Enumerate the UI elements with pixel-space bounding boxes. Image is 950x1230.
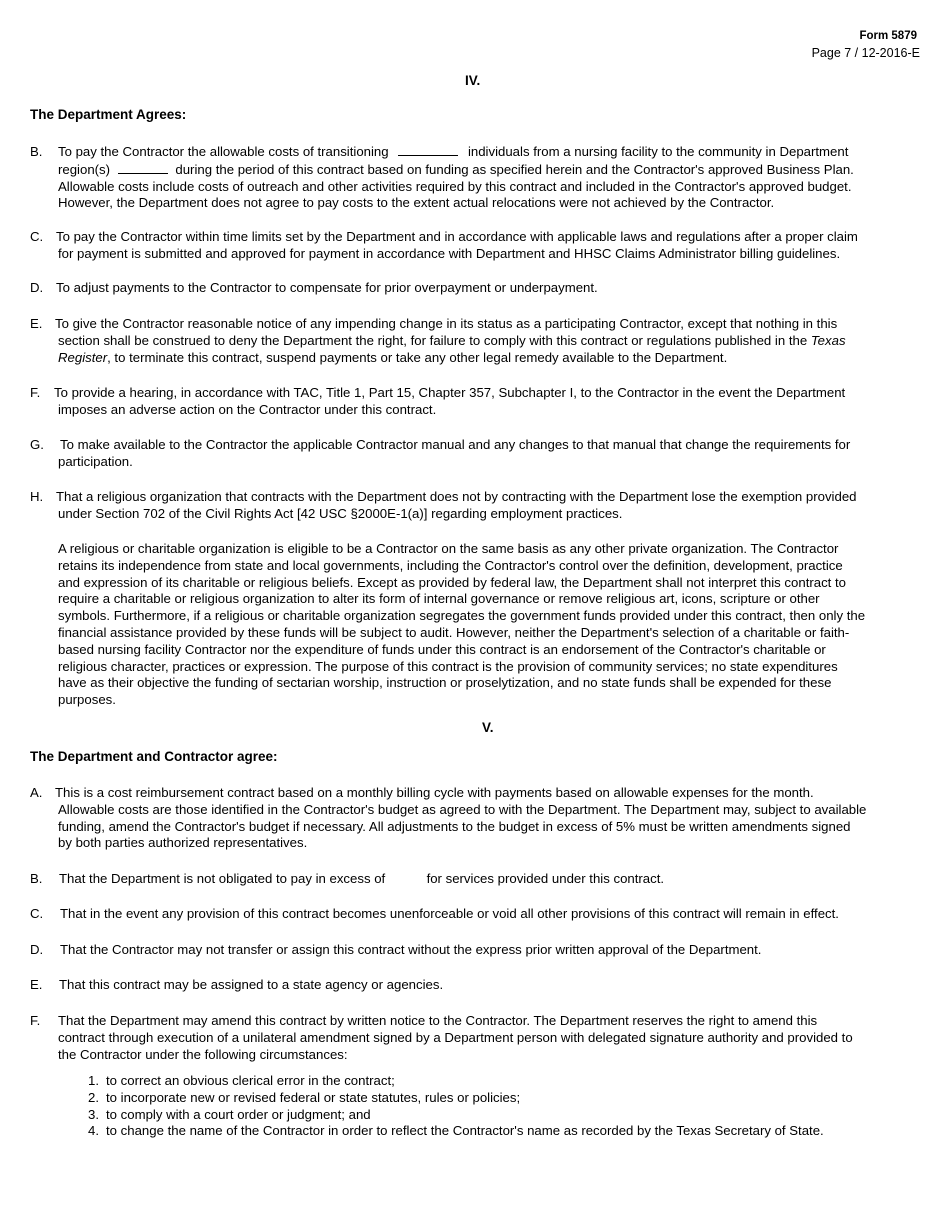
item-text: Allowable costs include costs of outreach and other activities required by this contract and included in the Contractor's approved budget. bbox=[58, 178, 852, 194]
section-5-item-c bbox=[30, 906, 915, 923]
item-text-italic: Register bbox=[58, 349, 108, 365]
item-text: individuals from a nursing facility to the community in Department bbox=[467, 144, 849, 159]
item-text: , to terminate this contract, suspend payments or take any other legal remedy available to the Department. bbox=[107, 349, 728, 365]
item-text: To make available to the Contractor the applicable Contractor manual and any changes to that manual that change the requirements for bbox=[60, 437, 851, 452]
section-4-item-d bbox=[30, 280, 915, 297]
item-text-italic: Texas bbox=[810, 332, 846, 348]
paragraph-line: purposes. bbox=[58, 692, 116, 708]
item-text: That a religious organization that contracts with the Department does not by contracting with the Department lose the exemption provided bbox=[56, 489, 857, 504]
item-label: A. bbox=[30, 785, 43, 800]
section-4-item-e bbox=[30, 316, 915, 366]
item-text: under Section 702 of the Civil Rights Act [42 USC §2000E-1(a)] regarding employment practices. bbox=[58, 505, 623, 521]
region-blank[interactable] bbox=[118, 161, 168, 174]
item-text: funding, amend the Contractor's budget if necessary. All adjustments to the budget in excess of 5% must be written amendments signed bbox=[58, 818, 851, 834]
individuals-blank[interactable] bbox=[398, 143, 458, 156]
item-text: To provide a hearing, in accordance with TAC, Title 1, Part 15, Chapter 357, Subchapter I, to the Contractor in the event the Department bbox=[54, 385, 846, 400]
item-label: B. bbox=[30, 871, 43, 886]
section-4-number: IV. bbox=[465, 73, 481, 88]
section-4-item-h bbox=[30, 489, 915, 523]
item-label: D. bbox=[30, 942, 44, 957]
section-4-item-c bbox=[30, 229, 915, 263]
paragraph-line: symbols. Furthermore, if a religious or charitable organization segregates the government funds provided under this contract, then only the bbox=[58, 608, 866, 624]
item-text: region(s) bbox=[58, 161, 111, 177]
item-text: To pay the Contractor within time limits set by the Department and in accordance with applicable laws and regulations after a proper claim bbox=[56, 229, 858, 244]
item-label: F. bbox=[30, 1013, 41, 1028]
paragraph-line: A religious or charitable organization is eligible to be a Contractor on the same basis as any other private organization. The Contractor bbox=[58, 541, 839, 556]
item-label: F. bbox=[30, 385, 41, 400]
item-text: That in the event any provision of this contract becomes unenforceable or void all other provisions of this contract will remain in effect. bbox=[60, 906, 839, 921]
page-info: Page 7 / 12-2016-E bbox=[811, 46, 920, 60]
form-number: Form 5879 bbox=[859, 30, 917, 42]
item-text: participation. bbox=[58, 453, 133, 469]
item-text: Allowable costs are those identified in the Contractor's budget as agreed to with the Department. The Department may, subject to available bbox=[58, 801, 867, 817]
item-text: contract through execution of a unilateral amendment signed by a Department person with delegated signature authority and provided to bbox=[58, 1029, 853, 1045]
list-number: 3. bbox=[88, 1106, 99, 1122]
item-text: However, the Department does not agree to pay costs to the extent actual relocations were not achieved by the Contractor. bbox=[58, 195, 775, 211]
list-item bbox=[88, 1073, 928, 1090]
item-text: This is a cost reimbursement contract based on a monthly billing cycle with payments based on allowable expenses for the month. bbox=[55, 785, 814, 800]
section-5-item-e bbox=[30, 977, 915, 994]
section-5-item-b bbox=[30, 871, 915, 888]
amendment-circumstances-list bbox=[88, 1073, 928, 1140]
list-text: to correct an obvious clerical error in the contract; bbox=[106, 1073, 395, 1088]
section-5-number: V. bbox=[482, 720, 494, 735]
list-number: 4. bbox=[88, 1123, 99, 1139]
section-5-title: The Department and Contractor agree: bbox=[30, 749, 278, 764]
item-text: by both parties authorized representatives. bbox=[58, 835, 308, 851]
item-text: That the Department may amend this contract by written notice to the Contractor. The Department reserves the right to amend this bbox=[58, 1013, 818, 1028]
item-label: C. bbox=[30, 229, 44, 244]
list-text: to incorporate new or revised federal or state statutes, rules or policies; bbox=[106, 1089, 521, 1105]
list-item bbox=[88, 1107, 928, 1124]
item-label: D. bbox=[30, 280, 44, 295]
list-text: to change the name of the Contractor in order to reflect the Contractor's name as recorded by the Texas Secretary of State. bbox=[106, 1123, 824, 1139]
section-4-item-g bbox=[30, 437, 915, 471]
list-item bbox=[88, 1123, 928, 1140]
item-text: That the Department is not obligated to pay in excess of bbox=[59, 871, 386, 886]
item-text: That the Contractor may not transfer or assign this contract without the express prior written approval of the Department. bbox=[60, 942, 762, 957]
paragraph-line: require a charitable or religious organization to alter its form of internal governance or remove religious art, icons, scripture or other bbox=[58, 591, 820, 607]
item-label: G. bbox=[30, 437, 44, 452]
religious-organization-paragraph bbox=[58, 541, 918, 709]
paragraph-line: financial assistance provided by these funds will be subject to audit. However, neither the Department's selection of a charitable or faith- bbox=[58, 624, 850, 640]
item-text: To pay the Contractor the allowable costs of transitioning bbox=[58, 144, 389, 159]
paragraph-line: religious character, practices or expression. The purpose of this contract is the provision of community services; no state expenditures bbox=[58, 658, 838, 674]
item-text: To adjust payments to the Contractor to compensate for prior overpayment or underpayment. bbox=[56, 280, 598, 295]
item-text: section shall be construed to deny the Department the right, for failure to comply with this contract or regulations published in the bbox=[58, 332, 808, 348]
section-4-item-b bbox=[30, 143, 915, 212]
item-text: for payment is submitted and approved for payment in accordance with Department and HHSC Claims Administrator billing guidelines. bbox=[58, 245, 841, 261]
list-text: to comply with a court order or judgment; and bbox=[106, 1106, 371, 1122]
section-4-title: The Department Agrees: bbox=[30, 107, 187, 122]
paragraph-line: retains its independence from state and local governments, including the Contractor's control over the definition, development, practice bbox=[58, 557, 843, 573]
item-text: That this contract may be assigned to a state agency or agencies. bbox=[59, 977, 444, 992]
section-5-item-a bbox=[30, 785, 915, 852]
item-label: H. bbox=[30, 489, 44, 504]
item-text: the Contractor under the following circumstances: bbox=[58, 1046, 348, 1062]
list-number: 2. bbox=[88, 1089, 99, 1105]
item-text: during the period of this contract based on funding as specified herein and the Contractor's approved Business Plan. bbox=[175, 161, 854, 177]
list-item bbox=[88, 1090, 928, 1107]
item-label: E. bbox=[30, 316, 43, 331]
section-4-item-f bbox=[30, 385, 915, 419]
item-label: C. bbox=[30, 906, 44, 921]
item-label: B. bbox=[30, 144, 43, 159]
item-text: imposes an adverse action on the Contractor under this contract. bbox=[58, 401, 437, 417]
section-5-item-d bbox=[30, 942, 915, 959]
paragraph-line: and expression of its charitable or religious beliefs. Except as provided by federal law, the Department shall not interpret this contract to bbox=[58, 574, 847, 590]
paragraph-line: based nursing facility Contractor nor the expenditure of funds under this contract is an endorsement of the Contractor's charitable or bbox=[58, 641, 826, 657]
item-text: To give the Contractor reasonable notice of any impending change in its status as a participating Contractor, except that nothing in this bbox=[55, 316, 838, 331]
item-label: E. bbox=[30, 977, 43, 992]
item-text: for services provided under this contract. bbox=[426, 871, 665, 886]
list-number: 1. bbox=[88, 1073, 99, 1088]
section-5-item-f bbox=[30, 1013, 915, 1063]
paragraph-line: have as their objective the funding of sectarian worship, instruction or proselytization, and no state funds shall be expended for these bbox=[58, 675, 832, 691]
